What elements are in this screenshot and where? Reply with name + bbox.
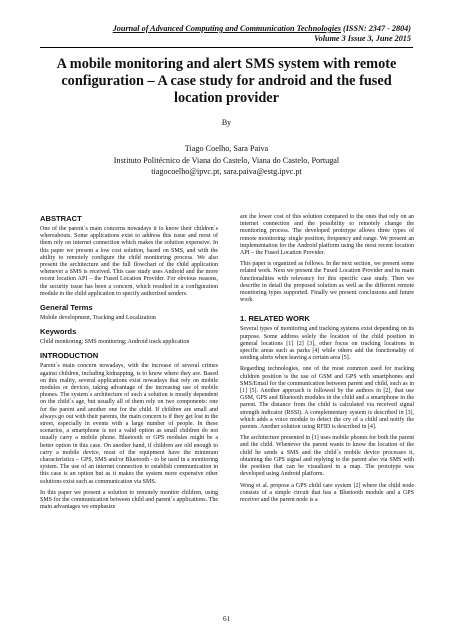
abstract-text: One of the parent´s main concerns nowadays it to know their children´s whereabouts. Some applications exist to address this issue and most of them rely on internet connection which makes the solution expensive. In this paper we present a low cost solution, based on SMS, and with the ability to remotely configure the child monitoring process. We also present the architecture and the full flowchart of the child application whenever a SMS is received. This case study uses Android and the more recent location API – the Fused Location Provider. For obvious reasons, the security issue has been a concern, which resulted in a configuration module in the child application to specify authorized senders. <box>40 226 218 297</box>
keywords-text: Child monitoring; SMS monitoring; Android track application <box>40 339 190 346</box>
abstract-heading: ABSTRACT <box>40 214 82 223</box>
introduction-paragraph: This paper is organized as follows. In the next section, we present some related work. Next we present the Fused Location Provider and its main functionalities with relevancy for this specific case study. Then we describe in detail the proposed solution as well as the different remote monitoring types supported. Finally we present conclusions and future work. <box>240 261 414 304</box>
left-column <box>40 214 218 516</box>
related-work-heading: 1. RELATED WORK <box>240 314 310 324</box>
header-divider <box>40 47 413 48</box>
journal-header-line-1 <box>40 24 411 34</box>
introduction-heading: INTRODUCTION <box>40 351 99 361</box>
introduction-paragraph: In this paper we present a solution to remotely monitor children, using SMS for the communication between child and parent´s applications. The main advantages we emphasize <box>40 489 218 511</box>
right-column <box>240 214 414 508</box>
general-terms-heading: General Terms <box>40 303 93 313</box>
introduction-paragraph: Parent´s main concern nowadays, with the increase of several crimes against children, including kidnapping, is to know where they are. Based on this reality, several applications exist nowadays that rely on mobile modules or devices, taking advantage of the increasing use of mobile phones. The system´s architecture of such a solution is mostly dependent on the child´s age, but usually all of them rely on two components: one for the parent and another one for the child. If children are small and always go out with their parents, the main concern is if they get lost in the street, especially in events with a large number of people. In these scenarios, a smartphone is not a valid option as small children do not usually carry a mobile phone. Bluetooth or GPS modules might be a better option in this case. On another hand, if children are old enough to carry a mobile device, most of the equipment have the minimum characteristics – GPS, SMS and/or Bluetooth - to be used in a monitoring system. The use of an internet connection to establish communication in this case is an option but as it makes the system more expensive other solutions exist such as communication via SMS. <box>40 363 218 485</box>
author-affiliation: Instituto Politécnico de Viana do Castelo, Viana do Castelo, Portugal <box>113 155 340 165</box>
related-work-paragraph: Several types of monitoring and tracking systems exist depending on its purpose. Some address solely the location of the child position in general locations [1] [2] [3], other focus on tracking locations in specific areas such as parks [4] while others add the functionality of sending alerts when leaving a certain area [5]. <box>240 326 414 362</box>
general-terms-text: Mobile development, Tracking and Localization <box>40 315 156 322</box>
journal-issn: (ISSN: 2347 - 2804) <box>342 24 411 33</box>
related-work-paragraph: The architecture presented in [1] uses mobile phones for both the parent and the child. Whenever the parent wants to know the location of the child he sends a SMS and the child´s mobile device processes it, obtaining the GPS signal and replying to the parent also via SMS with the position that can be visualized in a map. The prototype was developed using Android platform. <box>240 435 414 478</box>
journal-volume-info: Volume 3 Issue 3, June 2015 <box>314 34 411 43</box>
author-emails: tiagocoelho@ipvc.pt, sara.paiva@estg.ipvc.pt <box>151 167 302 176</box>
related-work-paragraph: Regarding technologies, one of the most common used for tracking children position is the use of GSM and GPS with smartphones and SMS/Email for the communication between parent and child, such as in [1] [5]. Another approach is followed by the authors in [2], that use GSM, GPS and Bluetooth modules in the child and a smartphone in the parent. The distance from the child is calculated via received signal strength indicator (RSSI). A complementary system is described in [3], which adds a voice module to detect the cry of a child and notify the parents. Another solution using RFID is described in [4]. <box>240 366 414 431</box>
journal-name: Journal of Advanced Computing and Communication Technologies <box>112 24 341 33</box>
introduction-paragraph: are the lower cost of this solution compared to the ones that rely on an internet connection and the possibility to remotely change the monitoring process. The developed prototype allows three types of remote monitoring: single position, frequency and range. We present an implementation for the Android platform using the most recent location API – the Fused Location Provider. <box>240 214 414 257</box>
page-number: 61 <box>223 615 230 623</box>
author-block <box>0 143 453 178</box>
by-label: By <box>221 118 232 127</box>
author-names: Tiago Coelho, Sara Paiva <box>184 144 269 153</box>
journal-header <box>40 24 411 44</box>
related-work-paragraph: Wong et al. propose a GPS child care system [2] where the child node consists of a simple circuit that has a Bluetooth module and a GPS receiver and the parent node is a <box>240 482 414 503</box>
keywords-heading: Keywords <box>40 327 77 337</box>
paper-title: A mobile monitoring and alert SMS system with remote configuration – A case study for android and the fused location provider <box>56 56 397 106</box>
